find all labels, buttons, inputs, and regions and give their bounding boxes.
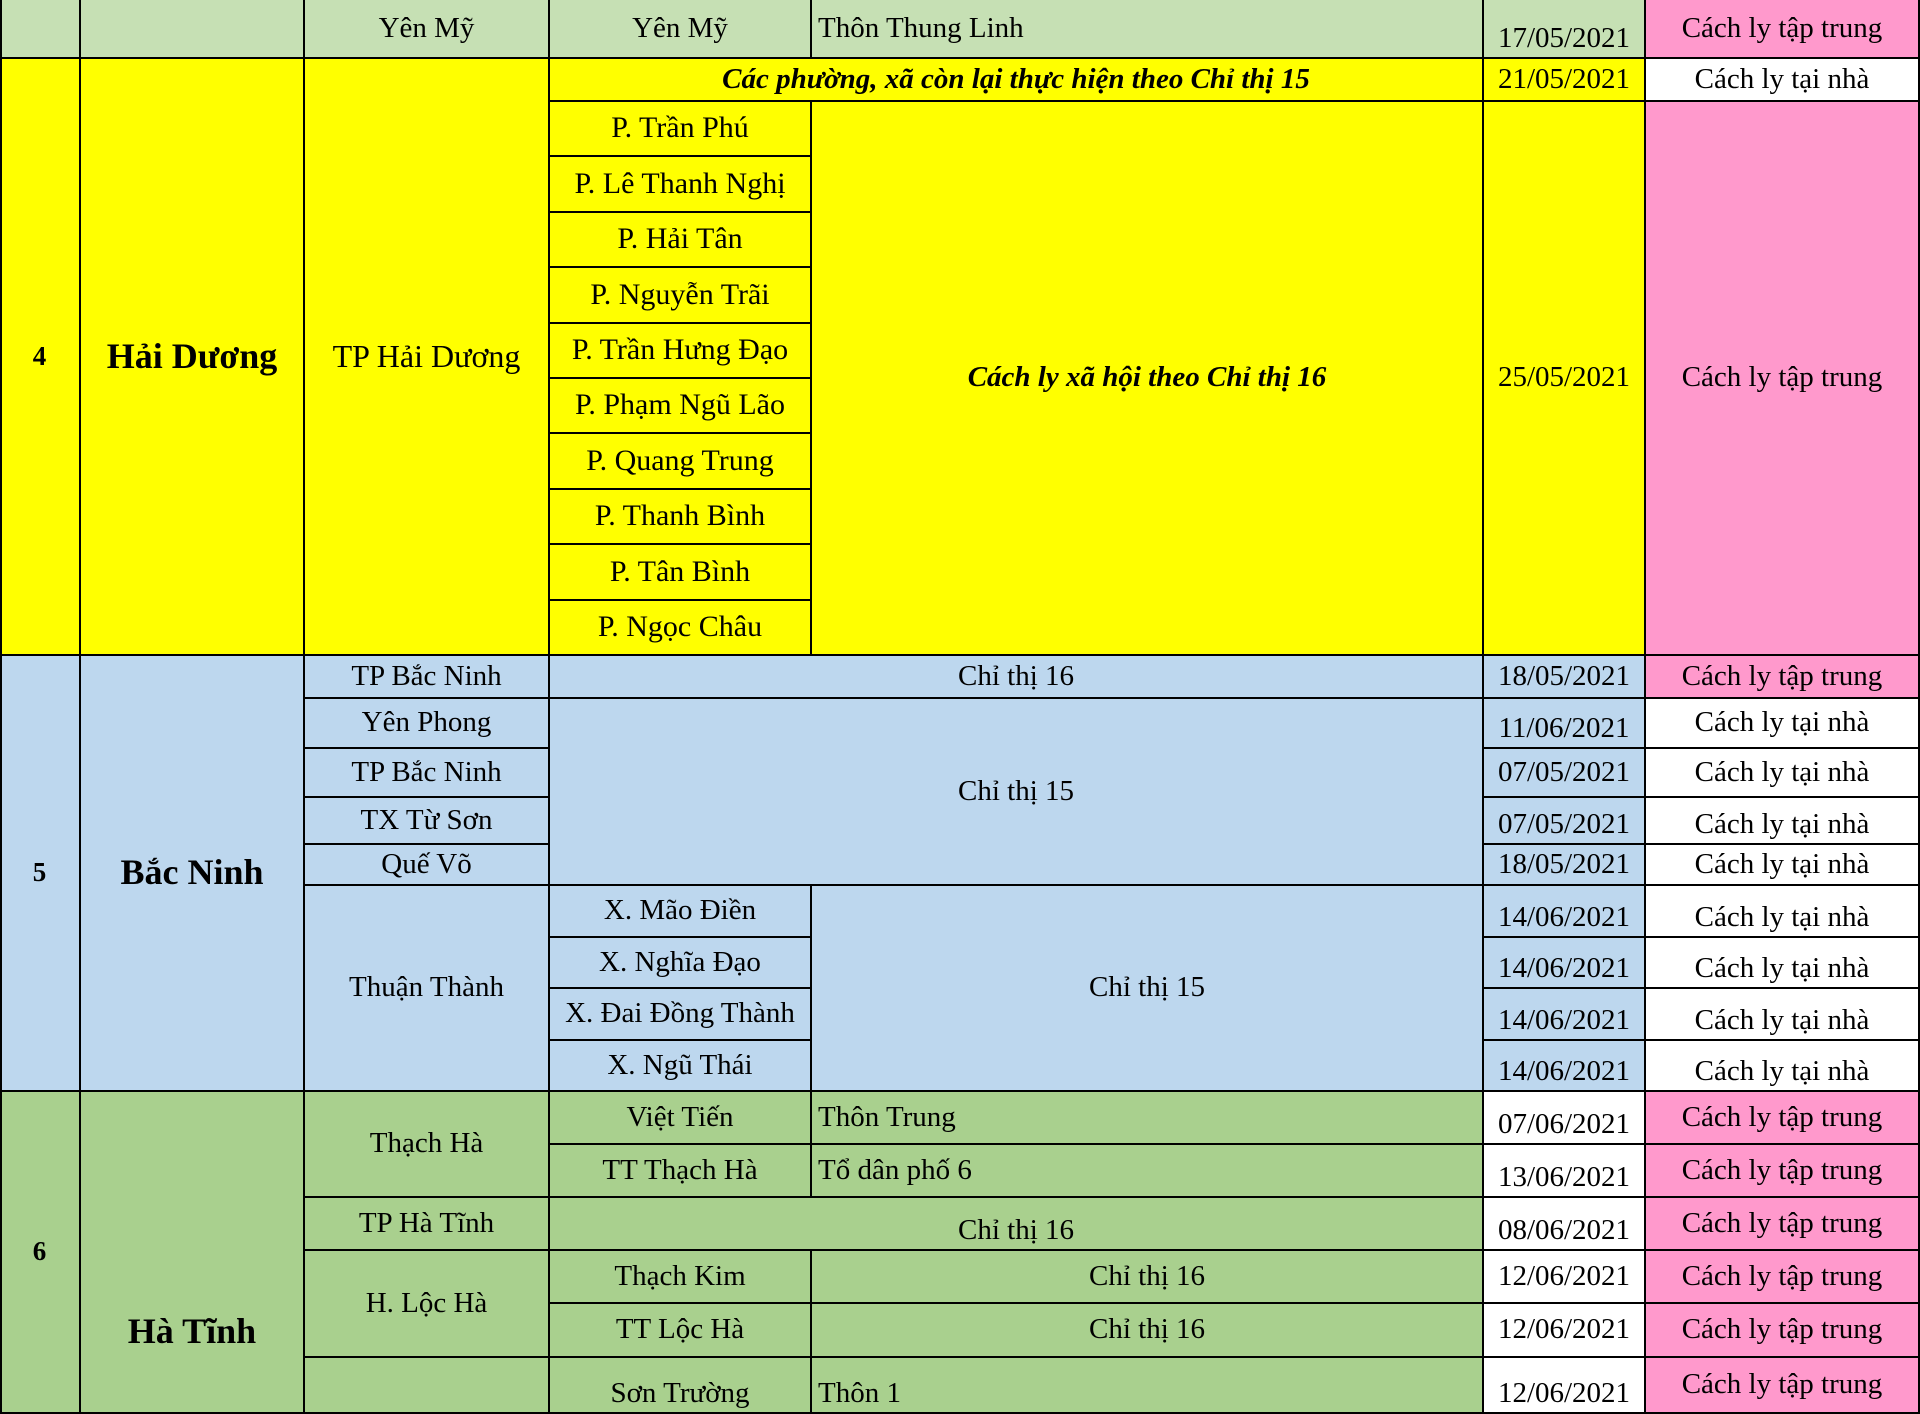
date-son-truong: 12/06/2021 (1484, 1358, 1646, 1414)
district-tp-bac-ninh-2: TP Bắc Ninh (305, 749, 550, 798)
measure-thuan-thanh: Cách ly tại nhà (1646, 938, 1920, 989)
measure-tt-loc-ha: Cách ly tập trung (1646, 1304, 1920, 1358)
district-yen-phong: Yên Phong (305, 699, 550, 749)
area-thon-trung: Thôn Trung (812, 1092, 1484, 1145)
measure-yen-my: Cách ly tập trung (1646, 0, 1920, 59)
date-tp-ha-tinh: 08/06/2021 (1484, 1198, 1646, 1251)
date-bac-ninh-1: 18/05/2021 (1484, 656, 1646, 699)
stt-hai-duong: 4 (0, 59, 81, 656)
stt-bac-ninh: 5 (0, 656, 81, 1092)
measure-thuan-thanh: Cách ly tại nhà (1646, 1041, 1920, 1092)
ward-cell: P. Ngọc Châu (550, 601, 812, 656)
measure-viet-tien: Cách ly tập trung (1646, 1092, 1920, 1145)
date-wards: 25/05/2021 (1484, 102, 1646, 656)
district-tp-ha-tinh: TP Hà Tĩnh (305, 1198, 550, 1251)
measure-thach-kim: Cách ly tập trung (1646, 1251, 1920, 1304)
date-yen-phong: 11/06/2021 (1484, 699, 1646, 749)
date-thuan-thanh: 14/06/2021 (1484, 989, 1646, 1041)
date-thuan-thanh: 14/06/2021 (1484, 1041, 1646, 1092)
commune-yen-my: Yên Mỹ (550, 0, 812, 59)
date-que-vo: 18/05/2021 (1484, 845, 1646, 886)
commune-thuan-thanh: X. Đai Đồng Thành (550, 989, 812, 1041)
area-thon-thung-linh: Thôn Thung Linh (812, 0, 1484, 59)
district-thuan-thanh: Thuận Thành (305, 886, 550, 1092)
commune-son-truong: Sơn Trường (550, 1358, 812, 1414)
note-ct16-hai-duong: Cách ly xã hội theo Chỉ thị 16 (812, 102, 1484, 656)
measure-remaining: Cách ly tại nhà (1646, 59, 1920, 102)
district-yen-my: Yên Mỹ (305, 0, 550, 59)
ward-cell: P. Hải Tân (550, 213, 812, 268)
note-ct16-tt-loc-ha: Chỉ thị 16 (812, 1304, 1484, 1358)
province-bac-ninh: Bắc Ninh (81, 656, 305, 1092)
left-border (0, 0, 2, 1414)
measure-que-vo: Cách ly tại nhà (1646, 845, 1920, 886)
date-tx-tu-son: 07/05/2021 (1484, 798, 1646, 845)
district-que-vo: Quế Võ (305, 845, 550, 886)
ward-cell: P. Thanh Bình (550, 490, 812, 545)
ward-cell: P. Quang Trung (550, 434, 812, 490)
ward-cell: P. Nguyễn Trãi (550, 268, 812, 324)
measure-tp-bac-ninh-2: Cách ly tại nhà (1646, 749, 1920, 798)
district-tp-bac-ninh-1: TP Bắc Ninh (305, 656, 550, 699)
measure-tt-thach-ha: Cách ly tập trung (1646, 1145, 1920, 1198)
district-thach-ha: Thạch Hà (305, 1092, 550, 1198)
commune-thach-kim: Thạch Kim (550, 1251, 812, 1304)
commune-tt-thach-ha: TT Thạch Hà (550, 1145, 812, 1198)
date-tt-thach-ha: 13/06/2021 (1484, 1145, 1646, 1198)
measure-bac-ninh-1: Cách ly tập trung (1646, 656, 1920, 699)
ward-cell: P. Phạm Ngũ Lão (550, 379, 812, 434)
ward-cell: P. Lê Thanh Nghị (550, 157, 812, 213)
ward-cell: P. Trần Phú (550, 102, 812, 157)
ward-cell: P. Tân Bình (550, 545, 812, 601)
measure-thuan-thanh: Cách ly tại nhà (1646, 886, 1920, 938)
note-ct16-thach-kim: Chỉ thị 16 (812, 1251, 1484, 1304)
province-ha-tinh: Hà Tĩnh (81, 1092, 305, 1414)
measure-thuan-thanh: Cách ly tại nhà (1646, 989, 1920, 1041)
note-ct15-bac-ninh: Chỉ thị 15 (550, 699, 1484, 886)
commune-thuan-thanh: X. Mão Điền (550, 886, 812, 938)
commune-thuan-thanh: X. Ngũ Thái (550, 1041, 812, 1092)
district-loc-ha: H. Lộc Hà (305, 1251, 550, 1358)
date-yen-my: 17/05/2021 (1484, 0, 1646, 59)
district-tx-tu-son: TX Từ Sơn (305, 798, 550, 845)
note-ct16-tp-ha-tinh: Chỉ thị 16 (550, 1198, 1484, 1251)
date-remaining: 21/05/2021 (1484, 59, 1646, 102)
date-thach-kim: 12/06/2021 (1484, 1251, 1646, 1304)
date-thuan-thanh: 14/06/2021 (1484, 886, 1646, 938)
note-ct16-bac-ninh: Chỉ thị 16 (550, 656, 1484, 699)
commune-thuan-thanh: X. Nghĩa Đạo (550, 938, 812, 989)
commune-tt-loc-ha: TT Lộc Hà (550, 1304, 812, 1358)
stt-ha-tinh: 6 (0, 1092, 81, 1414)
stt-cell-empty (0, 0, 81, 59)
province-cell-empty (81, 0, 305, 59)
measure-tp-ha-tinh: Cách ly tập trung (1646, 1198, 1920, 1251)
area-thon-1: Thôn 1 (812, 1358, 1484, 1414)
date-tt-loc-ha: 12/06/2021 (1484, 1304, 1646, 1358)
measure-son-truong: Cách ly tập trung (1646, 1358, 1920, 1414)
date-thuan-thanh: 14/06/2021 (1484, 938, 1646, 989)
district-tp-hai-duong: TP Hải Dương (305, 59, 550, 656)
measure-tx-tu-son: Cách ly tại nhà (1646, 798, 1920, 845)
commune-viet-tien: Việt Tiến (550, 1092, 812, 1145)
date-viet-tien: 07/06/2021 (1484, 1092, 1646, 1145)
province-hai-duong: Hải Dương (81, 59, 305, 656)
note-remaining-ct15: Các phường, xã còn lại thực hiện theo Chỉ thị 15 (550, 59, 1484, 102)
date-tp-bac-ninh-2: 07/05/2021 (1484, 749, 1646, 798)
measure-wards: Cách ly tập trung (1646, 102, 1920, 656)
ward-cell: P. Trần Hưng Đạo (550, 324, 812, 379)
measure-yen-phong: Cách ly tại nhà (1646, 699, 1920, 749)
district-last-empty (305, 1358, 550, 1414)
area-to-dan-pho-6: Tổ dân phố 6 (812, 1145, 1484, 1198)
note-ct15-thuan-thanh: Chỉ thị 15 (812, 886, 1484, 1092)
